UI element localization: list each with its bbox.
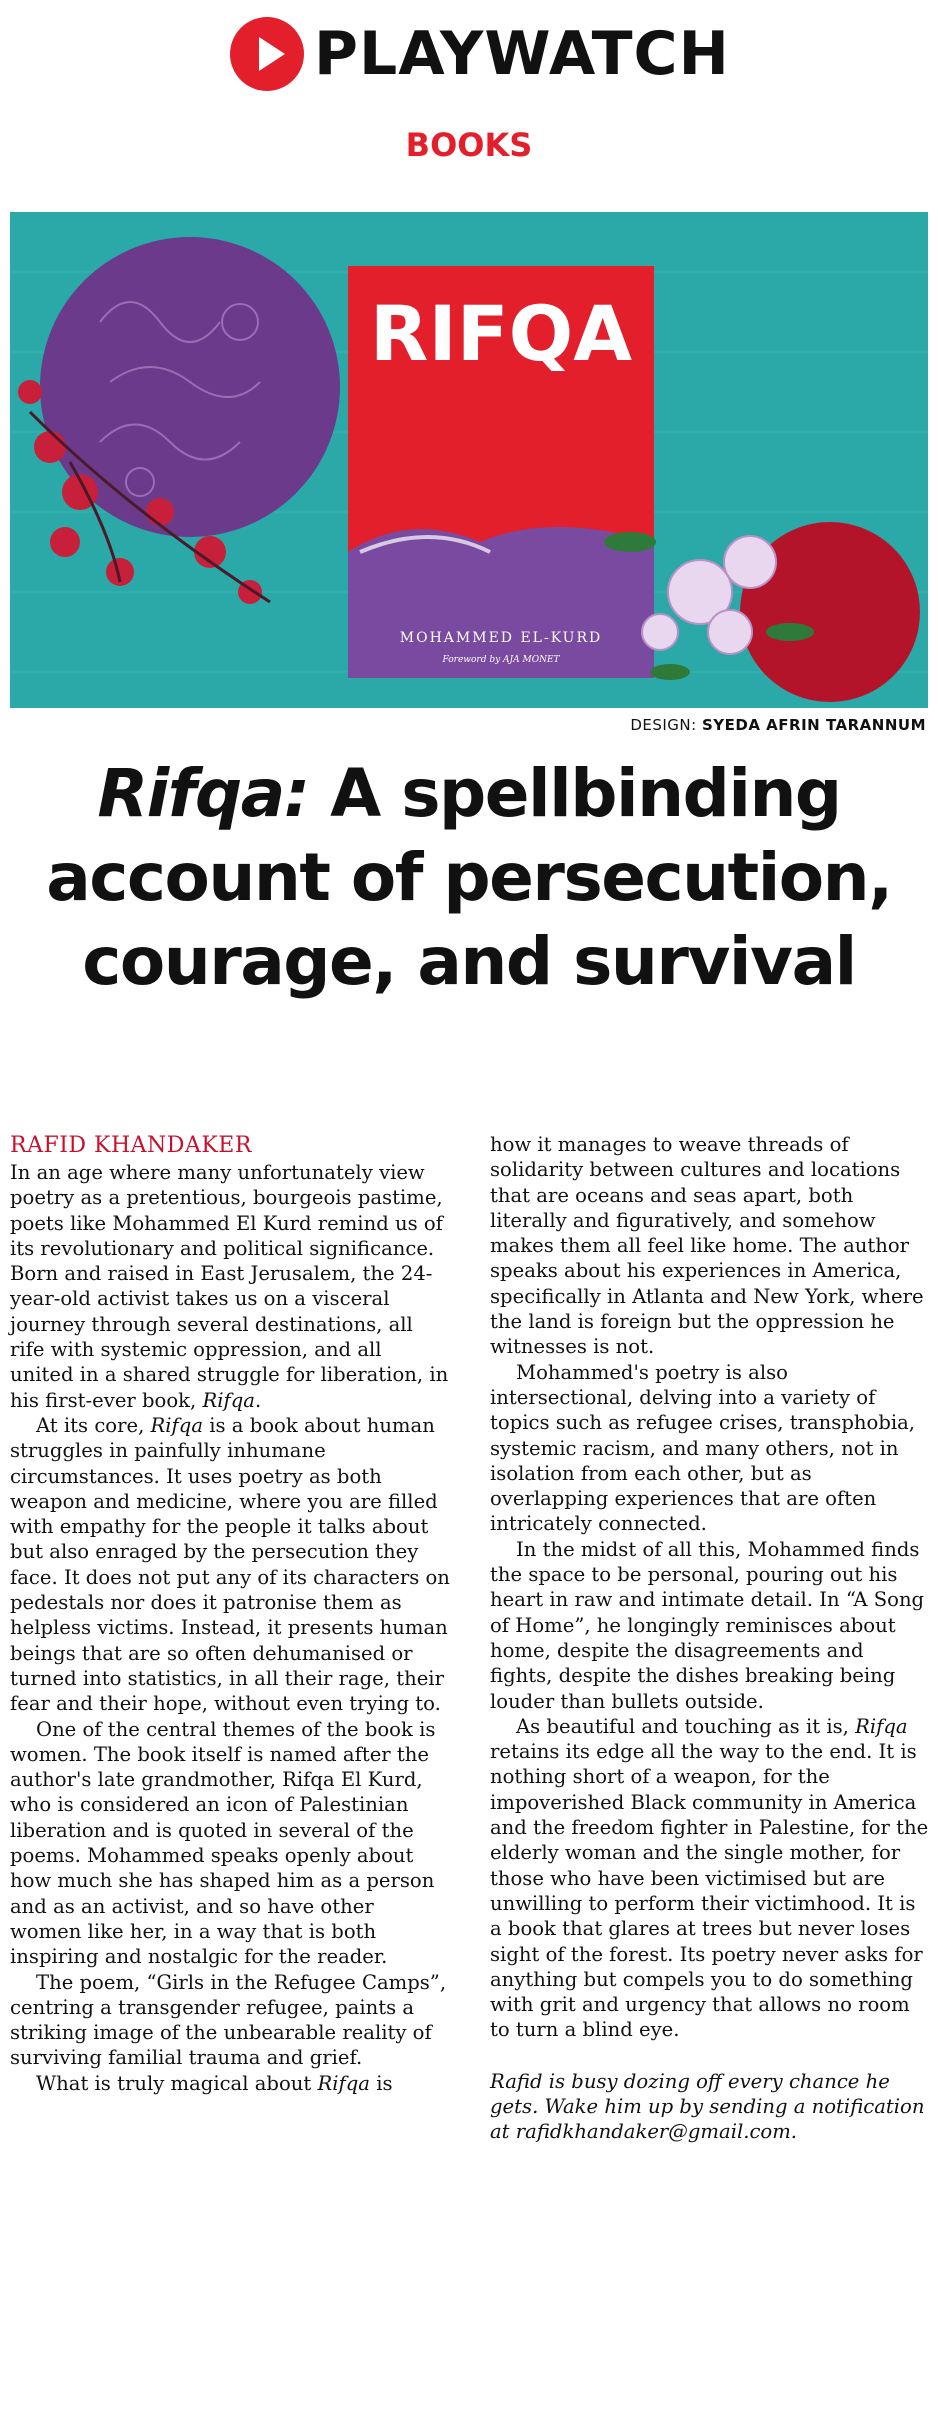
- cover-illustration: [10, 212, 928, 708]
- credit-name: SYEDA AFRIN TARANNUM: [701, 716, 926, 734]
- design-credit: [630, 716, 926, 734]
- headline: [0, 752, 938, 1004]
- paragraph-1: In an age where many unfortunately view poetry as a pretentious, bourgeois pastime, poets like Mohammed El Kurd remind us of its revolutionary and political significance. Born and raised in East Jerusalem, the 24-year-old activist takes us on a visceral journey through several destinations, all rife with systemic oppression, and all united in a shared struggle for liberation, in his first-ever book, Rifqa.: [10, 1161, 449, 1412]
- masthead: [0, 0, 938, 110]
- cover-foreword: Foreword by AJA MONET: [442, 655, 560, 665]
- headline-line2: account of persecution,: [46, 839, 892, 916]
- paragraph-5: how it manages to weave threads of solidarity between cultures and locations that are oceans and seas apart, both literally and figuratively, and somehow makes them all feel like home. The author speaks about his experiences in America, specifically in Atlanta and New York, where the land is foreign but the oppression he witnesses is not.: [490, 1133, 924, 1359]
- byline: RAFID KHANDAKER: [10, 1133, 252, 1158]
- headline-line1: A spellbinding: [308, 755, 841, 832]
- paragraph-5-start: What is truly magical about Rifqa is: [36, 2071, 393, 2095]
- play-icon: [230, 17, 304, 91]
- paragraph-2: At its core, Rifqa is a book about human struggles in painfully inhumane circumstances. It uses poetry as both weapon and medicine, where you are filled with empathy for the people it talks about but also enraged by the persecution they face. It does not put any of its characters on pedestals nor does it patronise them as helpless victims. Instead, it presents human beings that are so often dehumanised or turned into statistics, in all their rage, their fear and their hope, without even trying to.: [10, 1413, 450, 1716]
- brand-name: PLAYWATCH: [314, 19, 730, 89]
- headline-title: Rifqa:: [97, 755, 309, 832]
- article-column-right: [490, 1132, 930, 2145]
- cover-title: RIFQA: [369, 289, 633, 378]
- paragraph-4: The poem, “Girls in the Refugee Camps”, centring a transgender refugee, paints a striking image of the unbearable reality of surviving familial trauma and grief.: [10, 1970, 447, 2070]
- section-label: BOOKS: [405, 126, 533, 164]
- brand-logo[interactable]: [230, 14, 730, 94]
- credit-label: DESIGN:: [630, 716, 697, 734]
- paragraph-6: Mohammed's poetry is also intersectional, delving into a variety of topics such as refugee crises, transphobia, systemic racism, and many others, not in isolation from each other, but as overlapping experiences that are often intricately connected.: [490, 1360, 916, 1536]
- article-column-left: [10, 1132, 450, 2096]
- paragraph-3: One of the central themes of the book is women. The book itself is named after the author's late grandmother, Rifqa El Kurd, who is considered an icon of Palestinian liberation and is quoted in several of the poems. Mohammed speaks openly about how much she has shaped him as a person and as an activist, and so have other women like her, in a way that is both inspiring and nostalgic for the reader.: [10, 1717, 436, 1969]
- paragraph-7: In the midst of all this, Mohammed finds the space to be personal, pouring out his heart in raw and intimate detail. In “A Song of Home”, he longingly reminisces about home, despite the disagreements and fights, despite the dishes breaking being louder than bullets outside.: [490, 1537, 925, 1713]
- cover-author: MOHAMMED EL-KURD: [399, 630, 603, 646]
- paragraph-8: As beautiful and touching as it is, Rifqa retains its edge all the way to the end. It is nothing short of a weapon, for the impoverished Black community in America and the freedom fighter in Palestine, for the elderly woman and the single mother, for those who have been victimised but are unwilling to perform their victimhood. It is a book that glares at trees but never loses sight of the forest. Its poetry never asks for anything but compels you to do something with grit and urgency that allows no room to turn a blind eye.: [490, 1714, 929, 2042]
- author-note: Rafid is busy dozing off every chance he gets. Wake him up by sending a notification at rafidkhandaker@gmail.com.: [490, 2069, 925, 2144]
- headline-line3: courage, and survival: [82, 923, 856, 1000]
